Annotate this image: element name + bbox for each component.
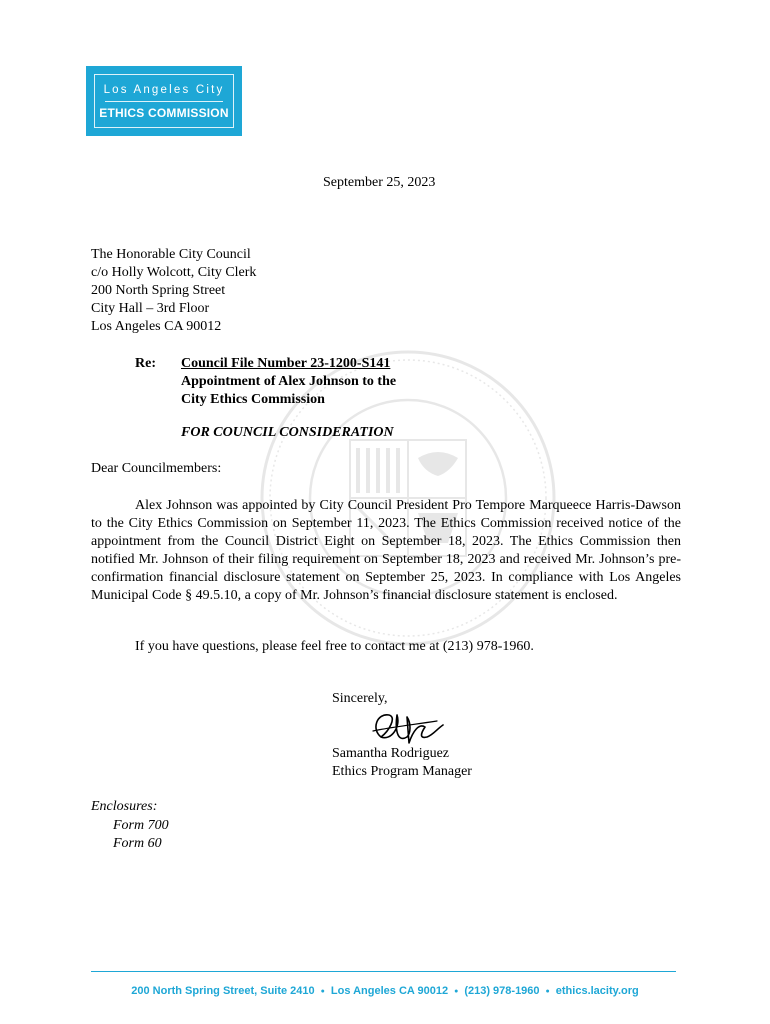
footer-separator-dot: ●	[320, 988, 325, 995]
signer-title: Ethics Program Manager	[332, 764, 472, 779]
subject-block	[181, 355, 396, 409]
subject-line-2: Appointment of Alex Johnson to the	[181, 374, 397, 389]
enclosure-item: Form 700	[113, 818, 169, 833]
footer-address: 200 North Spring Street, Suite 2410	[131, 985, 315, 997]
recipient-line: Los Angeles CA 90012	[91, 319, 222, 334]
footer-separator-dot: ●	[545, 988, 550, 995]
body-paragraph-1-text: Alex Johnson was appointed by City Council President Pro Tempore Marqueece Harris-Dawson to the City Ethics Commission on September 11, 2023. The Ethics Commission received notice of the appointment from the Council District Eight on September 18, 2023. The Ethics Commission then notified Mr. Johnson of their filing requirement on September 18, 2023 and received Mr. Johnson’s pre-confirmation financial disclosure statement on September 25, 2023. In compliance with Los Angeles Municipal Code § 49.5.10, a copy of Mr. Johnson’s financial disclosure statement is enclosed.	[91, 498, 681, 603]
logo-city-text: Los Angeles City	[103, 83, 225, 96]
footer-contact	[0, 984, 770, 1000]
footer-separator-dot: ●	[454, 988, 459, 995]
recipient-line: 200 North Spring Street	[91, 283, 226, 298]
subject-line-3: City Ethics Commission	[181, 392, 325, 407]
consideration-note: FOR COUNCIL CONSIDERATION	[181, 425, 394, 440]
footer-divider	[91, 971, 676, 972]
body-paragraph-2: If you have questions, please feel free to contact me at (213) 978-1960.	[135, 639, 534, 654]
ethics-commission-logo	[86, 66, 242, 136]
salutation: Dear Councilmembers:	[91, 461, 222, 476]
letter-date: September 25, 2023	[323, 175, 436, 190]
signer-name: Samantha Rodriguez	[332, 746, 450, 761]
footer-phone: (213) 978-1960	[464, 985, 540, 997]
recipient-line: City Hall – 3rd Floor	[91, 301, 210, 316]
enclosures-label: Enclosures:	[91, 799, 158, 814]
recipient-line: The Honorable City Council	[91, 247, 251, 262]
logo-divider	[105, 101, 223, 102]
closing: Sincerely,	[332, 691, 388, 706]
subject-label: Re:	[135, 356, 156, 371]
body-paragraph-1	[91, 497, 681, 605]
enclosure-item: Form 60	[113, 836, 162, 851]
recipient-address	[91, 246, 256, 336]
footer-city: Los Angeles CA 90012	[330, 985, 449, 997]
recipient-line: c/o Holly Wolcott, City Clerk	[91, 265, 257, 280]
logo-commission-text: ETHICS COMMISSION	[99, 105, 229, 120]
logo-frame	[94, 74, 234, 128]
council-file-number: Council File Number 23-1200-S141	[181, 356, 391, 371]
footer-website-link[interactable]: ethics.lacity.org	[555, 985, 639, 997]
